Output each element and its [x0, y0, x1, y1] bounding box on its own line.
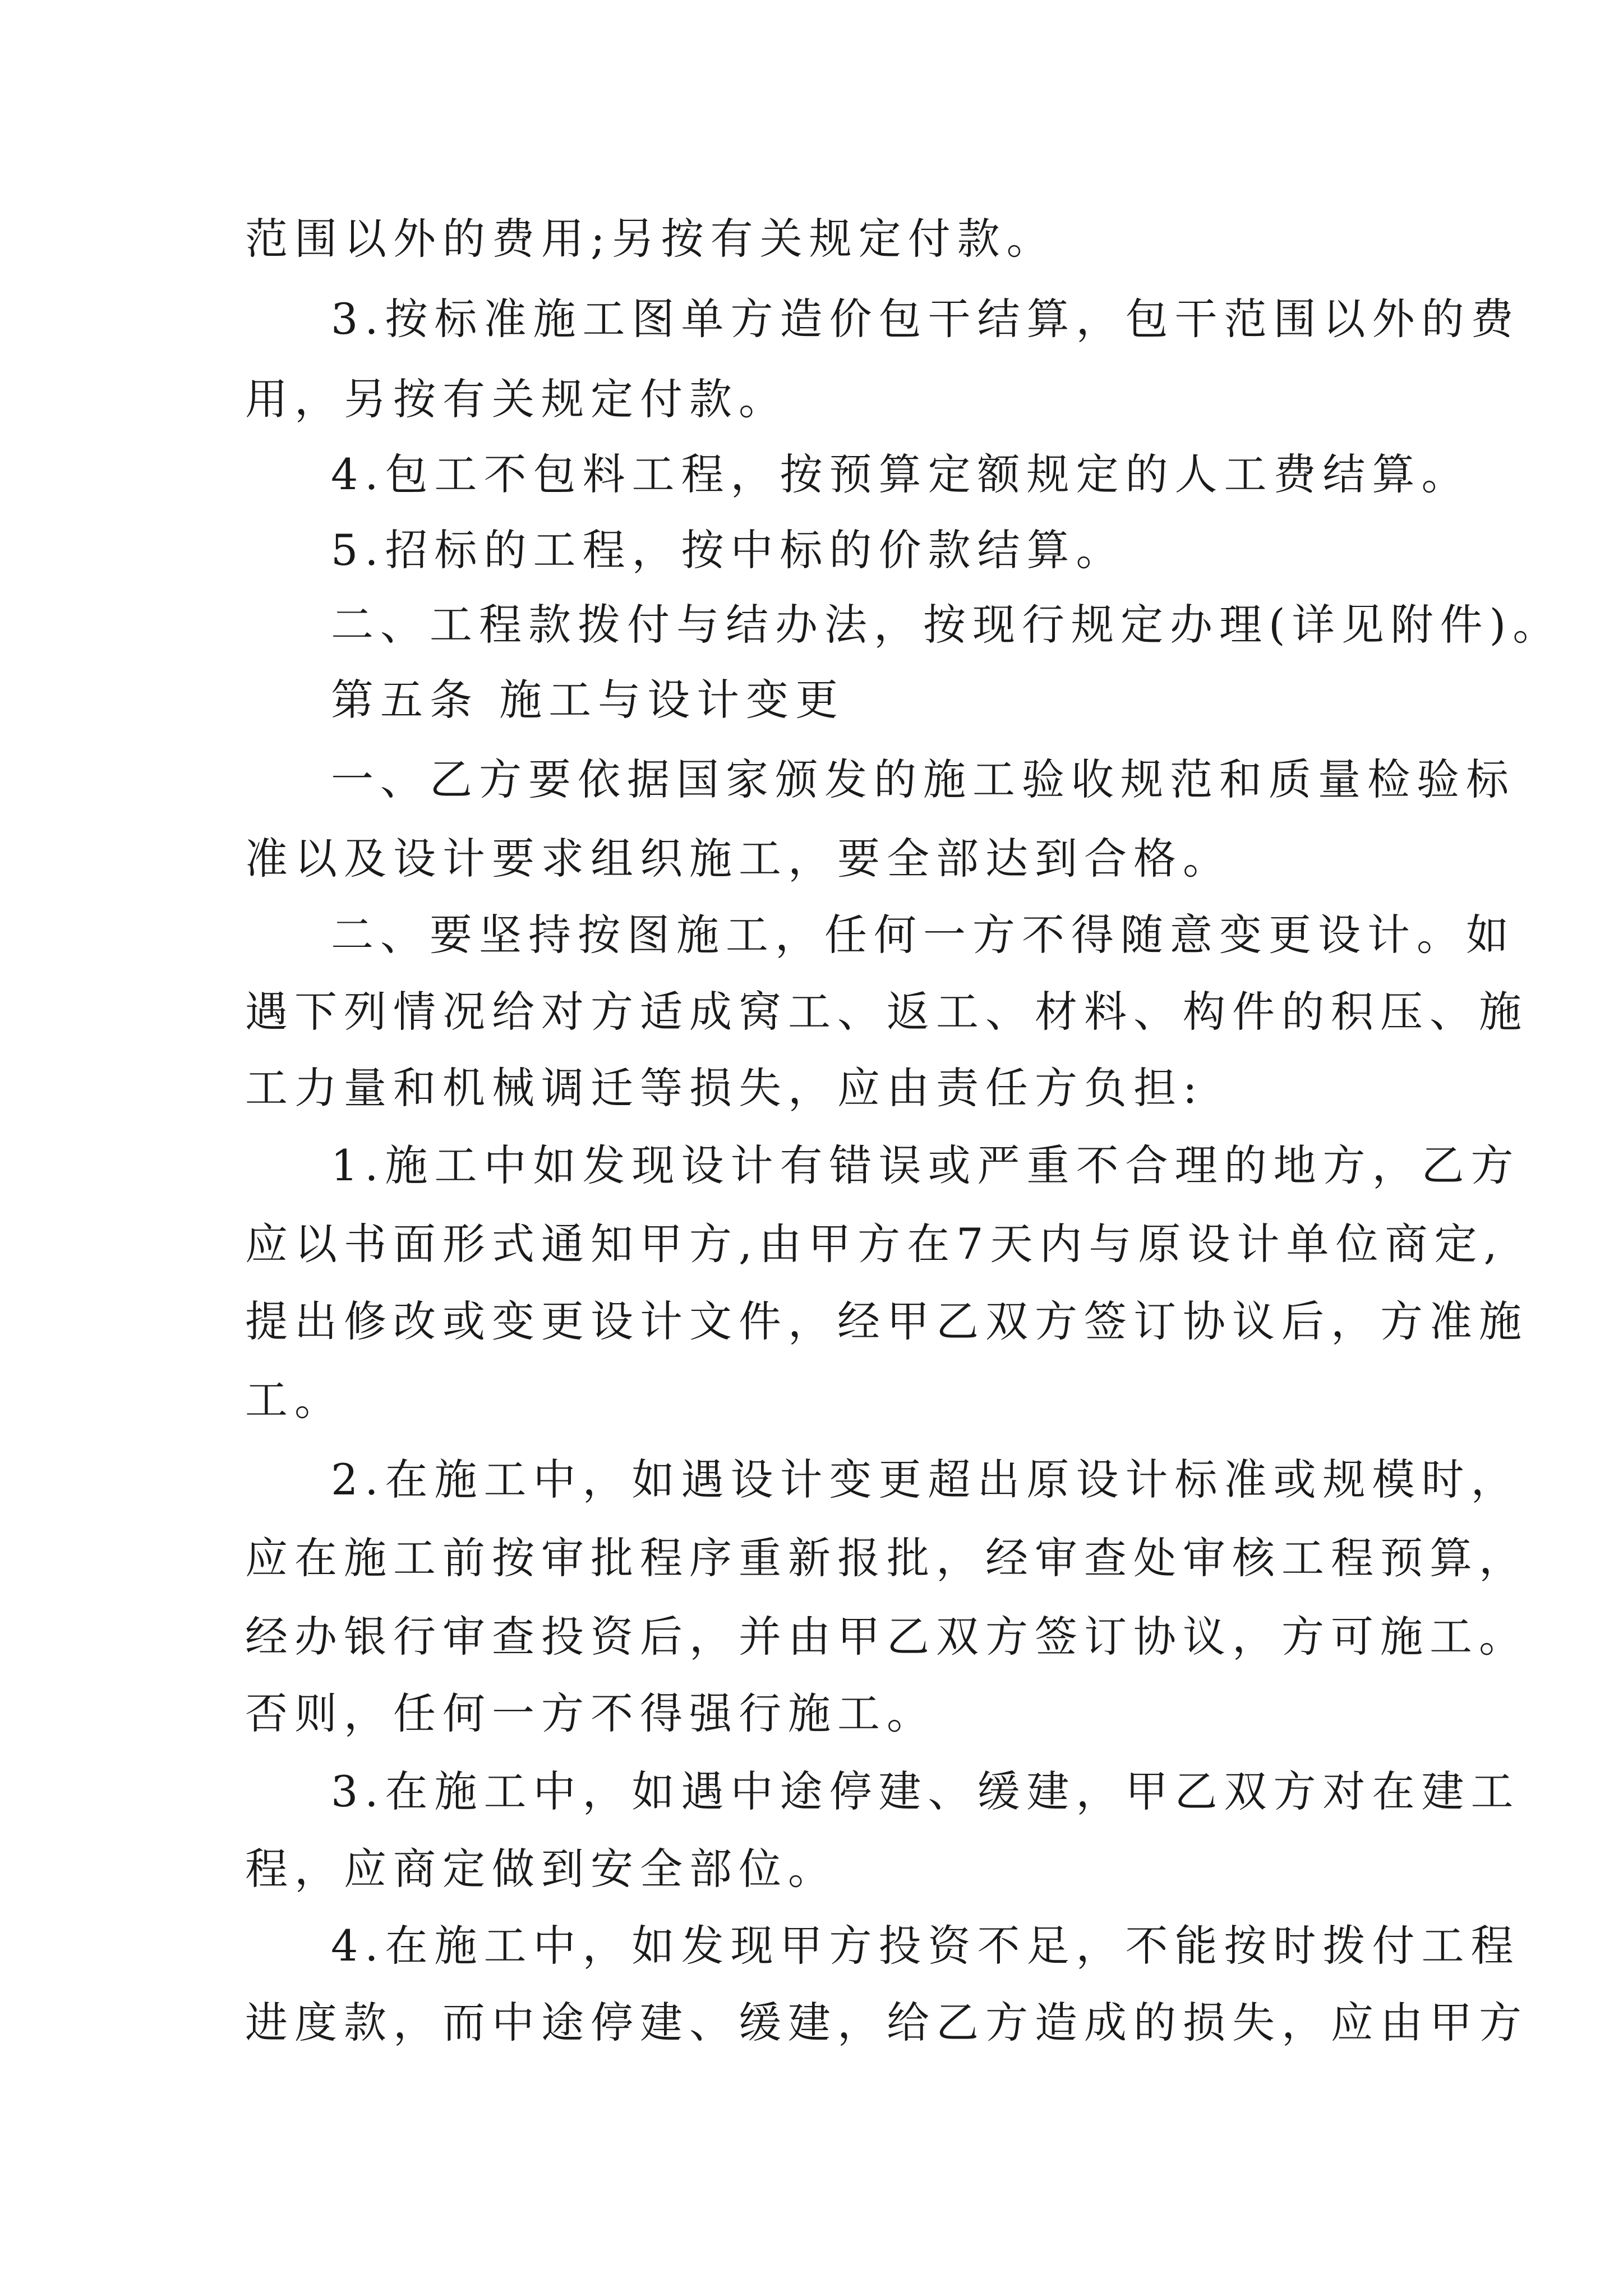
text-line: 5.招标的工程，按中标的价款结算。 — [331, 525, 1126, 575]
text-line: 工力量和机械调迁等损失，应由责任方负担: — [245, 1063, 1204, 1113]
text-line: 经办银行审查投资后，并由甲乙双方签订协议，方可施工。 — [245, 1612, 1528, 1662]
text-line: 准以及设计要求组织施工，要全部达到合格。 — [245, 834, 1232, 884]
text-line: 程，应商定做到安全部位。 — [245, 1844, 837, 1894]
text-line: 4.在施工中，如发现甲方投资不足，不能按时拨付工程 — [331, 1921, 1520, 1971]
text-line: 进度款，而中途停建、缓建，给乙方造成的损失，应由甲方 — [245, 1998, 1528, 2047]
text-line: 否则，任何一方不得强行施工。 — [245, 1688, 936, 1738]
text-line: 二、工程款拨付与结办法，按现行规定办理(详见附件)。 — [331, 600, 1562, 650]
text-line: 3.按标准施工图单方造价包干结算，包干范围以外的费 — [331, 294, 1520, 344]
text-line: 4.包工不包料工程，按预算定额规定的人工费结算。 — [331, 449, 1471, 499]
text-line: 应以书面形式通知甲方,由甲方在7天内与原设计单位商定, — [245, 1219, 1504, 1269]
text-line: 二、要坚持按图施工，任何一方不得随意变更设计。如 — [331, 910, 1515, 960]
text-line: 2.在施工中，如遇设计变更超出原设计标准或规模时， — [331, 1455, 1520, 1504]
text-line: 应在施工前按审批程序重新报批，经审查处审核工程预算， — [245, 1533, 1528, 1583]
text-line: 遇下列情况给对方适成窝工、返工、材料、构件的积压、施 — [245, 987, 1528, 1037]
text-line: 范围以外的费用;另按有关规定付款。 — [245, 214, 1056, 264]
text-line: 用，另按有关规定付款。 — [245, 374, 788, 424]
text-line: 工。 — [245, 1375, 344, 1425]
text-line: 1.施工中如发现设计有错误或严重不合理的地方，乙方 — [331, 1140, 1520, 1190]
text-line: 提出修改或变更设计文件，经甲乙双方签订协议后，方准施 — [245, 1296, 1528, 1346]
section-heading: 第五条 施工与设计变更 — [331, 675, 845, 725]
text-line: 一、乙方要依据国家颁发的施工验收规范和质量检验标 — [331, 754, 1515, 804]
text-line: 3.在施工中，如遇中途停建、缓建，甲乙双方对在建工 — [331, 1766, 1520, 1816]
